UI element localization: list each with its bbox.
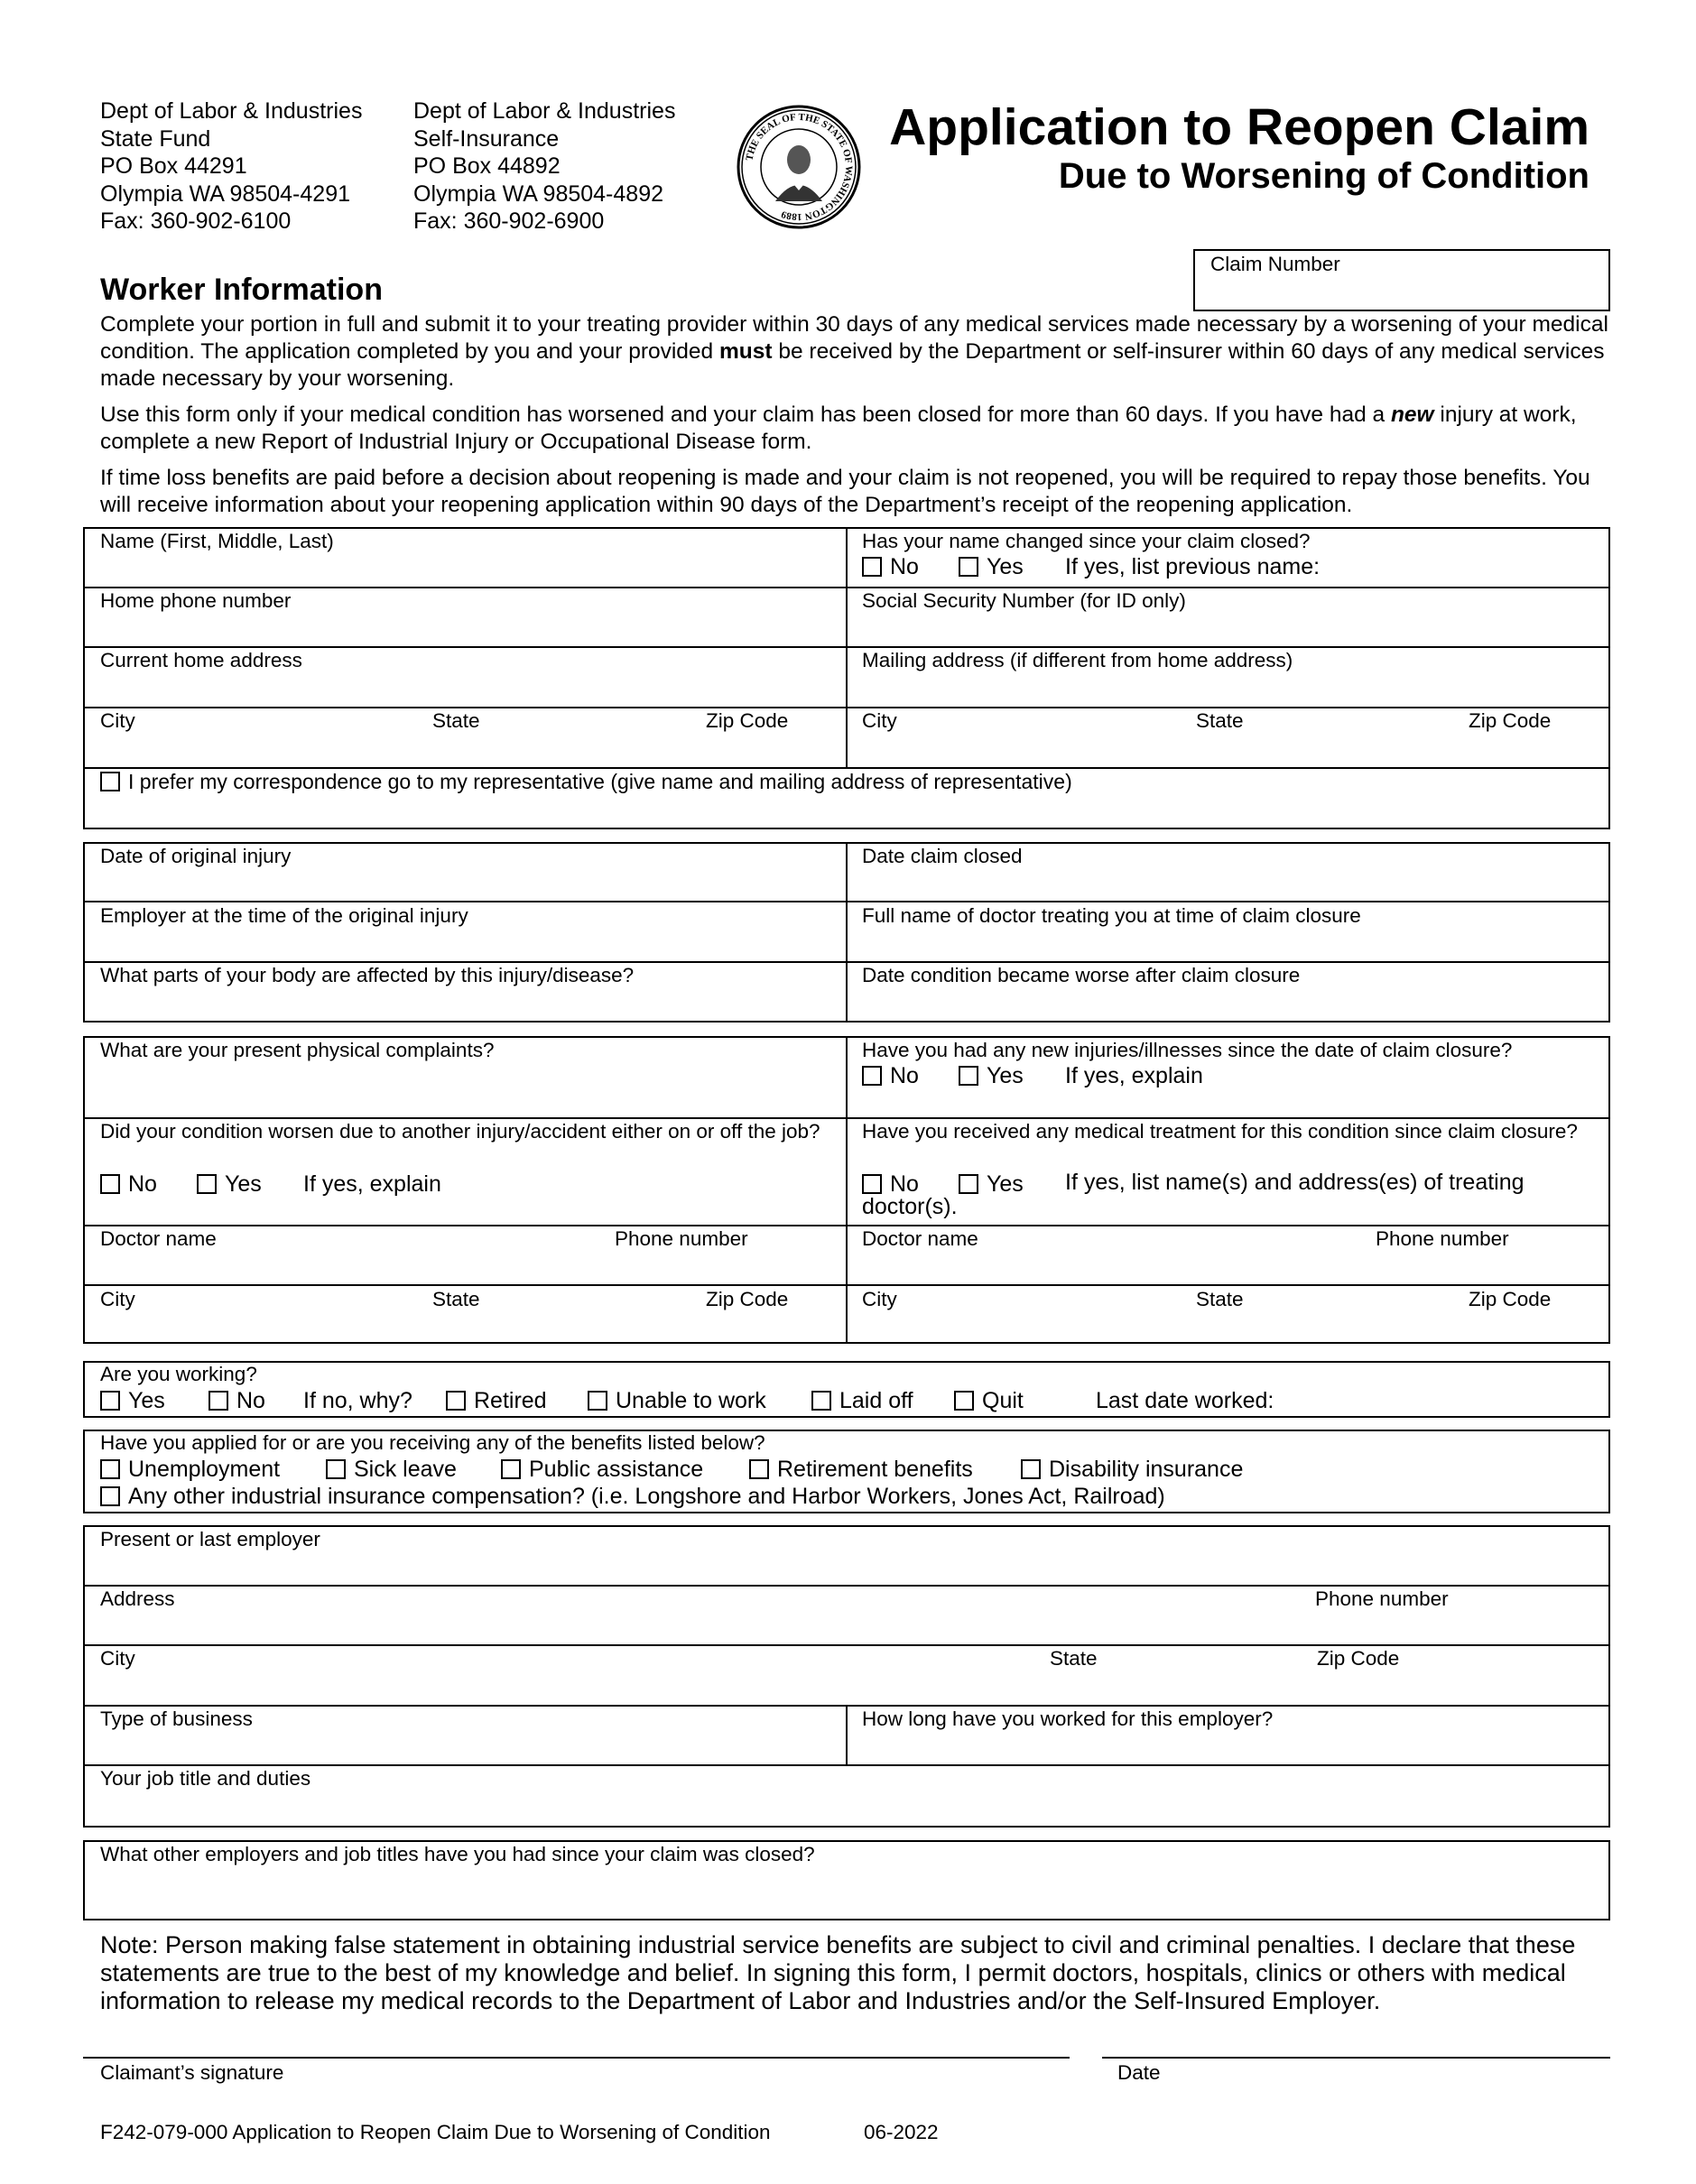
doctor-name-field-left[interactable]: Doctor name	[100, 1227, 217, 1250]
medical-treatment-label: Have you received any medical treatment for this condition since claim closure?	[862, 1120, 1578, 1143]
checkbox-icon	[811, 1391, 831, 1411]
mailing-state-field[interactable]: State	[1196, 709, 1244, 732]
name-changed-yes-checkbox[interactable]: Yes	[959, 553, 1024, 580]
public-assistance-checkbox[interactable]: Public assistance	[501, 1456, 703, 1483]
doctor-city-field-left[interactable]: City	[100, 1288, 135, 1310]
checkbox-icon	[954, 1391, 974, 1411]
new-injuries-yes-checkbox[interactable]: Yes	[959, 1062, 1024, 1089]
form-id: F242-079-000 Application to Reopen Claim Due to Worsening of Condition	[100, 2121, 771, 2143]
medical-treatment-no-checkbox[interactable]: No	[862, 1171, 919, 1198]
checkbox-icon	[100, 1486, 120, 1506]
self-insurance-address: Dept of Labor & Industries Self-Insurance PO Box 44892 Olympia WA 98504-4892 Fax: 360-902-6900	[413, 98, 676, 234]
checkbox-icon	[209, 1391, 228, 1411]
if-no-why-label: If no, why?	[303, 1388, 412, 1413]
checkbox-icon	[501, 1459, 521, 1479]
worsen-due-explain-field[interactable]: If yes, explain	[303, 1171, 441, 1197]
employment-duration-field[interactable]: How long have you worked for this employer?	[862, 1707, 1274, 1730]
worsen-due-yes-checkbox[interactable]: Yes	[197, 1171, 262, 1198]
doctor-zip-field-left[interactable]: Zip Code	[706, 1288, 789, 1310]
new-injuries-no-checkbox[interactable]: No	[862, 1062, 919, 1089]
doctor-phone-field-left[interactable]: Phone number	[615, 1227, 748, 1250]
sick-leave-checkbox[interactable]: Sick leave	[326, 1456, 457, 1483]
checkbox-icon	[862, 1066, 882, 1086]
mailing-address-field[interactable]: Mailing address (if different from home address)	[862, 649, 1293, 671]
instructions-paragraph-1: Complete your portion in full and submit it to your treating provider within 30 days of any medical services made necessary by a worsening of your medical condition. The application completed by you and your provided must be received by the Department or self-insurer within 60 days of any medical services made necessary by your worsening.	[100, 312, 1608, 391]
home-phone-field[interactable]: Home phone number	[100, 589, 292, 612]
doctor-city-field-right[interactable]: City	[862, 1288, 897, 1310]
mailing-city-field[interactable]: City	[862, 709, 897, 732]
name-field[interactable]: Name (First, Middle, Last)	[100, 530, 334, 552]
form-revision: 06-2022	[864, 2121, 939, 2143]
worsen-due-label: Did your condition worsen due to another injury/accident either on or off the job?	[100, 1120, 820, 1143]
checkbox-icon	[959, 557, 978, 577]
date-condition-worse-field[interactable]: Date condition became worse after claim closure	[862, 964, 1301, 986]
claimant-signature-field[interactable]: Claimant’s signature	[100, 2061, 284, 2084]
checkbox-icon	[588, 1391, 607, 1411]
new-injuries-label: Have you had any new injuries/illnesses since the date of claim closure?	[862, 1039, 1513, 1061]
job-title-duties-field[interactable]: Your job title and duties	[100, 1767, 311, 1790]
body-parts-field[interactable]: What parts of your body are affected by this injury/disease?	[100, 964, 635, 986]
svg-text:THE SEAL OF THE STATE OF WASHI: THE SEAL OF THE STATE OF WASHINGTON 1889	[744, 111, 855, 223]
home-city-field[interactable]: City	[100, 709, 135, 732]
page-subtitle: Due to Worsening of Condition	[1058, 156, 1589, 196]
new-injuries-explain-field[interactable]: If yes, explain	[1065, 1063, 1203, 1088]
checkbox-icon	[100, 1459, 120, 1479]
laid-off-checkbox[interactable]: Laid off	[811, 1387, 913, 1414]
previous-name-field[interactable]: If yes, list previous name:	[1065, 554, 1321, 579]
last-date-worked-field[interactable]: Last date worked:	[1096, 1388, 1274, 1413]
doctor-zip-field-right[interactable]: Zip Code	[1469, 1288, 1552, 1310]
doctor-state-field-left[interactable]: State	[432, 1288, 480, 1310]
employer-address-field[interactable]: Address	[100, 1587, 175, 1610]
signature-date-field[interactable]: Date	[1117, 2061, 1161, 2084]
checkbox-icon	[326, 1459, 346, 1479]
checkbox-icon	[100, 772, 120, 791]
home-address-field[interactable]: Current home address	[100, 649, 302, 671]
representative-checkbox[interactable]: I prefer my correspondence go to my representative (give name and mailing address of representative)	[100, 768, 1072, 795]
home-state-field[interactable]: State	[432, 709, 480, 732]
name-changed-label: Has your name changed since your claim closed?	[862, 530, 1311, 552]
page-title: Application to Reopen Claim	[889, 98, 1589, 156]
instructions-paragraph-2: Use this form only if your medical condition has worsened and your claim has been closed for more than 60 days. If you have had a new injury at work, complete a new Report of Industrial Injury or Occupational Disease form.	[100, 403, 1577, 454]
checkbox-icon	[100, 1174, 120, 1194]
employer-block	[83, 1525, 1610, 1828]
retired-checkbox[interactable]: Retired	[446, 1387, 547, 1414]
benefits-label: Have you applied for or are you receiving any of the benefits listed below?	[100, 1431, 765, 1454]
checkbox-icon	[959, 1066, 978, 1086]
employer-zip-field[interactable]: Zip Code	[1317, 1647, 1400, 1670]
unable-to-work-checkbox[interactable]: Unable to work	[588, 1387, 766, 1414]
employer-city-field[interactable]: City	[100, 1647, 135, 1670]
retirement-benefits-checkbox[interactable]: Retirement benefits	[749, 1456, 973, 1483]
doctor-state-field-right[interactable]: State	[1196, 1288, 1244, 1310]
other-employers-label: What other employers and job titles have you had since your claim was closed?	[100, 1843, 815, 1865]
checkbox-icon	[197, 1174, 217, 1194]
present-employer-field[interactable]: Present or last employer	[100, 1528, 320, 1550]
checkbox-icon	[749, 1459, 769, 1479]
working-no-checkbox[interactable]: No	[209, 1387, 265, 1414]
checkbox-icon	[1021, 1459, 1041, 1479]
instructions-paragraph-3: If time loss benefits are paid before a decision about reopening is made and your claim is not reopened, you will be required to repay those benefits. You will receive information about your reopening application within 90 days of the Department’s receipt of the reopening application.	[100, 466, 1590, 517]
name-changed-no-checkbox[interactable]: No	[862, 553, 919, 580]
declaration-note: Note: Person making false statement in obtaining industrial service benefits are subject to civil and criminal penalties. I declare that these statements are true to the best of my knowledge and belief. In signing this form, I permit doctors, hospitals, clinics or others with medical information to release my medical records to the Department of Labor and Industries and/or the Self-Insured Employer.	[100, 1931, 1576, 2014]
unemployment-checkbox[interactable]: Unemployment	[100, 1456, 280, 1483]
working-label: Are you working?	[100, 1363, 257, 1385]
checkbox-icon	[862, 557, 882, 577]
doctor-phone-field-right[interactable]: Phone number	[1376, 1227, 1509, 1250]
employer-phone-field[interactable]: Phone number	[1315, 1587, 1449, 1610]
mailing-zip-field[interactable]: Zip Code	[1469, 709, 1552, 732]
medical-treatment-yes-checkbox[interactable]: Yes	[959, 1171, 1024, 1198]
other-compensation-checkbox[interactable]: Any other industrial insurance compensation? (i.e. Longshore and Harbor Workers, Jones Act, Railroad)	[100, 1483, 1165, 1510]
section-heading-worker-information: Worker Information	[100, 273, 383, 307]
quit-checkbox[interactable]: Quit	[954, 1387, 1024, 1414]
closure-doctor-field[interactable]: Full name of doctor treating you at time of claim closure	[862, 904, 1361, 927]
treating-doctors-label: If yes, list name(s) and address(es) of treating doctor(s).	[862, 1170, 1525, 1219]
date-original-injury-field[interactable]: Date of original injury	[100, 845, 292, 867]
ssn-field[interactable]: Social Security Number (for ID only)	[862, 589, 1186, 612]
home-zip-field[interactable]: Zip Code	[706, 709, 789, 732]
claim-number-field[interactable]: Claim Number	[1193, 249, 1610, 311]
state-fund-address: Dept of Labor & Industries State Fund PO Box 44291 Olympia WA 98504-4291 Fax: 360-902-6100	[100, 98, 363, 234]
checkbox-icon	[100, 1391, 120, 1411]
type-of-business-field[interactable]: Type of business	[100, 1707, 253, 1730]
worsen-due-no-checkbox[interactable]: No	[100, 1171, 157, 1198]
employer-state-field[interactable]: State	[1050, 1647, 1098, 1670]
working-yes-checkbox[interactable]: Yes	[100, 1387, 165, 1414]
physical-complaints-field[interactable]: What are your present physical complaints?	[100, 1039, 495, 1061]
doctor-name-field-right[interactable]: Doctor name	[862, 1227, 978, 1250]
original-employer-field[interactable]: Employer at the time of the original injury	[100, 904, 468, 927]
checkbox-icon	[446, 1391, 466, 1411]
disability-insurance-checkbox[interactable]: Disability insurance	[1021, 1456, 1243, 1483]
date-claim-closed-field[interactable]: Date claim closed	[862, 845, 1023, 867]
